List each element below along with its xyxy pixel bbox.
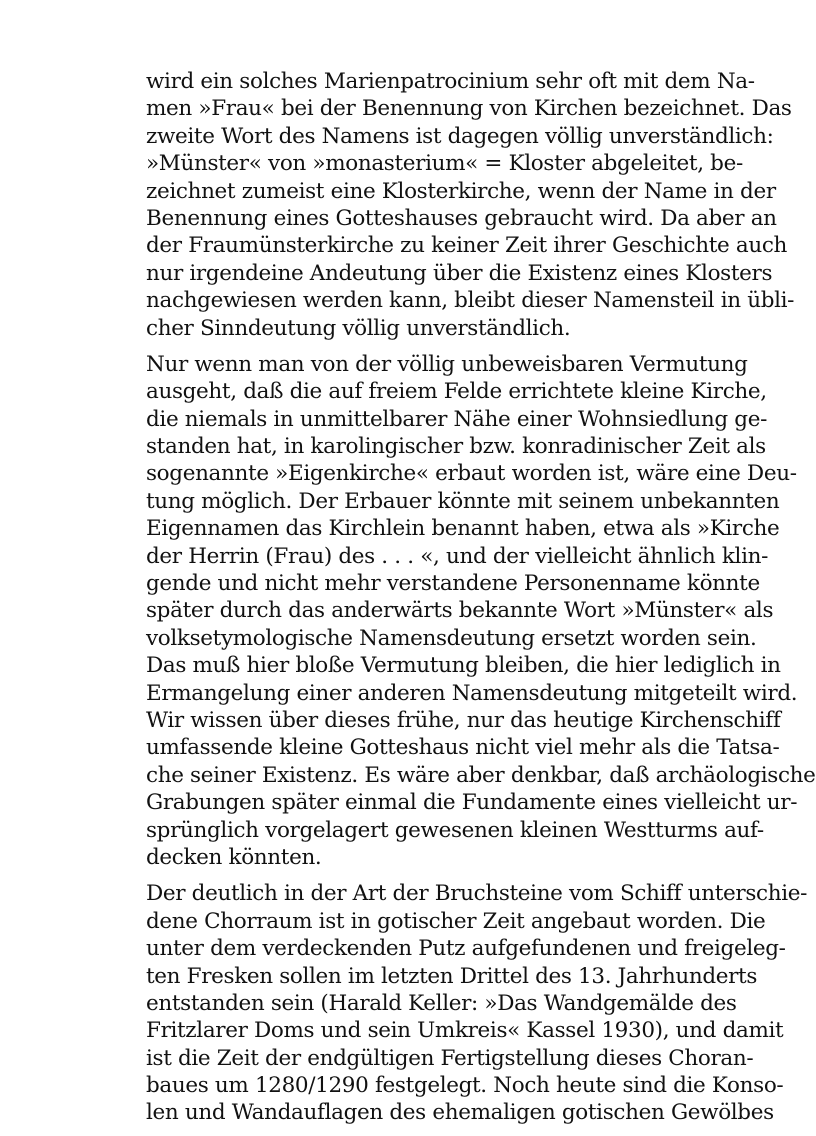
text-line: der Herrin (Frau) des . . . «, und der vielleicht ähnlich klin- xyxy=(146,543,769,569)
text-line: unter dem verdeckenden Putz aufgefundenen und freigeleg- xyxy=(146,936,786,962)
text-line: ausgeht, daß die auf freiem Felde errichtete kleine Kirche, xyxy=(146,379,767,405)
text-line: Das muß hier bloße Vermutung bleiben, die hier lediglich in xyxy=(146,653,781,679)
text-line: Fritzlarer Doms und sein Umkreis« Kassel 1930), und damit xyxy=(146,1018,784,1044)
text-line: nachgewiesen werden kann, bleibt dieser Namensteil in übli- xyxy=(146,288,795,314)
text-line: tung möglich. Der Erbauer könnte mit seinem unbekannten xyxy=(146,488,780,514)
text-line: gende und nicht mehr verstandene Personenname könnte xyxy=(146,571,760,597)
body-text xyxy=(146,68,816,1127)
text-line: Grabungen später einmal die Fundamente eines vielleicht ur- xyxy=(146,790,798,816)
text-line: die niemals in unmittelbarer Nähe einer Wohnsiedlung ge- xyxy=(146,406,767,432)
text-line: decken könnten. xyxy=(146,844,322,870)
paragraph xyxy=(146,351,816,871)
text-line: Eigennamen das Kirchlein benannt haben, etwa als »Kirche xyxy=(146,516,780,542)
text-line: Wir wissen über dieses frühe, nur das heutige Kirchenschiff xyxy=(146,707,781,733)
text-line: ten Fresken sollen im letzten Drittel des 13. Jahrhunderts xyxy=(146,963,758,989)
text-line: baues um 1280/1290 festgelegt. Noch heute sind die Konso- xyxy=(146,1073,784,1099)
text-line: len und Wandauflagen des ehemaligen gotischen Gewölbes xyxy=(146,1100,774,1126)
text-line: Benennung eines Gotteshauses gebraucht wird. Da aber an xyxy=(146,205,777,231)
text-line: wird ein solches Marienpatrocinium sehr oft mit dem Na- xyxy=(146,69,755,94)
text-line: nur irgendeine Andeutung über die Existenz eines Klosters xyxy=(146,260,773,286)
text-line: sogenannte »Eigenkirche« erbaut worden ist, wäre eine Deu- xyxy=(146,461,797,487)
text-line: entstanden sein (Harald Keller: »Das Wandgemälde des xyxy=(146,990,737,1016)
text-line: Ermangelung einer anderen Namensdeutung mitgeteilt wird. xyxy=(146,680,798,706)
text-line: später durch das anderwärts bekannte Wort »Münster« als xyxy=(146,598,774,624)
text-line: der Fraumünsterkirche zu keiner Zeit ihrer Geschichte auch xyxy=(146,233,788,259)
text-line: umfassende kleine Gotteshaus nicht viel mehr als die Tatsa- xyxy=(146,735,780,761)
book-page xyxy=(146,68,816,1136)
text-line: dene Chorraum ist in gotischer Zeit angebaut worden. Die xyxy=(146,908,766,934)
paragraph xyxy=(146,68,795,342)
text-line: Nur wenn man von der völlig unbeweisbaren Vermutung xyxy=(146,351,748,377)
text-line: volksetymologische Namensdeutung ersetzt worden sein. xyxy=(146,625,757,651)
text-line: zweite Wort des Namens ist dagegen völlig unverständlich: xyxy=(146,123,774,149)
text-line: ist die Zeit der endgültigen Fertigstellung dieses Choran- xyxy=(146,1045,754,1071)
text-line: »Münster« von »monasterium« = Kloster abgeleitet, be- xyxy=(146,151,743,177)
text-line: standen hat, in karolingischer bzw. konradinischer Zeit als xyxy=(146,434,766,460)
text-line: men »Frau« bei der Benennung von Kirchen bezeichnet. Das xyxy=(146,96,792,122)
text-line: zeichnet zumeist eine Klosterkirche, wenn der Name in der xyxy=(146,178,776,204)
text-line: che seiner Existenz. Es wäre aber denkbar, daß archäologische xyxy=(146,762,816,788)
text-line: Der deutlich in der Art der Bruchsteine vom Schiff unterschie- xyxy=(146,881,808,907)
text-line: cher Sinndeutung völlig unverständlich. xyxy=(146,315,571,341)
text-line: sprünglich vorgelagert gewesenen kleinen Westturms auf- xyxy=(146,817,764,843)
paragraph xyxy=(146,880,808,1127)
